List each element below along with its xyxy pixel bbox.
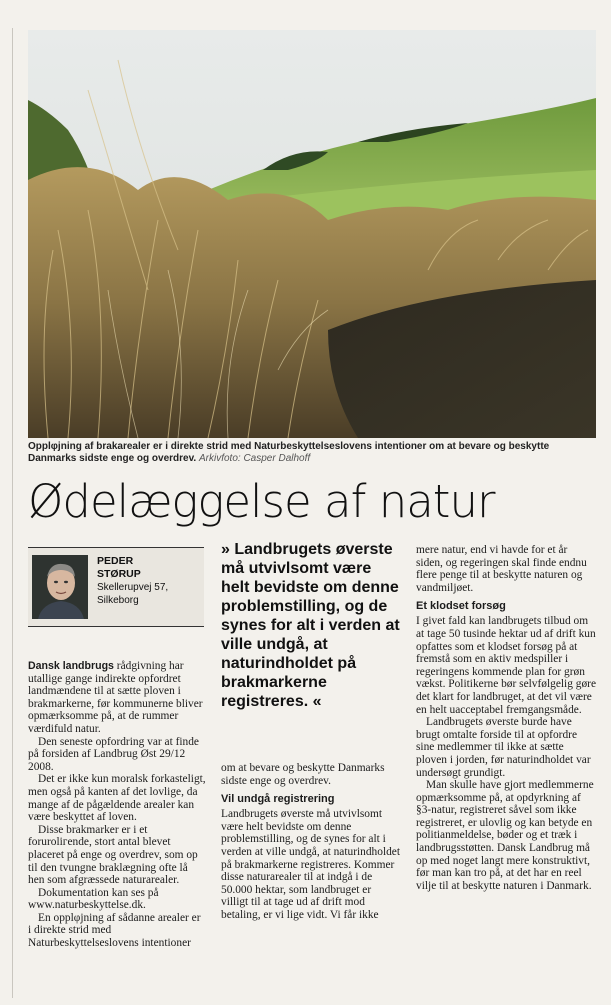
author-avatar <box>32 555 88 619</box>
paragraph: Dansk landbrugs rådgivning har utallige gange indirekte opfordret landmændene til at sætte ploven i brakmarkerne, før kommunerne bliver opmærksomme på, at de rummer værdifuld natur. <box>28 660 203 735</box>
paragraph: Disse brakmarker er i et forurolігende, stort antal blevet placeret på enge og overdrev, som op til den tvungne braklægning ofte lå hen som afgræssede naturarealer. <box>28 823 198 887</box>
paragraph: Man skulle have gjort medlemmerne opmærksomme på, at opdyrkning af §3-natur, registreret såvel som ikke registreret, er ulovlig og kan betyde en politianmeldelse, bøder og et træk i landbrugsstøtten. Dansk Landbrug må op med noget langt mere konstruktivt, før man kan tro på, at det har en reel vilje til at beskytte naturen i Danmark. <box>416 779 594 892</box>
caption-credit: Arkivfoto: Casper Dalhoff <box>199 453 311 464</box>
paragraph: Det er ikke kun moralsk forkasteligt, men også på kanten af det lovlige, da mange af de pågældende arealer kan være beskyttet af loven. <box>28 773 206 824</box>
subheading: Et klodset forsøg <box>416 600 506 613</box>
paragraph: Dokumentation kan ses på www.naturbeskyttelse.dk. <box>28 886 159 912</box>
paragraph: I givet fald kan landbrugets tilbud om at tage 50 tusinde hektar ud af drift kun opfattes som et klodset forsøg på at fremstå som en aktiv medspiller i regeringens kommende plan for grøn vækst. Politikerne bør selvfølgelig gøre det klart for landbruget, at det vil være en helt uacceptabel fremgangsmåde. <box>416 615 597 716</box>
article-photo <box>28 30 596 438</box>
article-headline: Ødelæggelse af natur <box>28 475 495 528</box>
paragraph: om at bevare og beskytte Danmarks sidste enge og overdrev. <box>221 762 385 787</box>
paragraph: Landbrugets øverste burde have brugt omtalte forside til at opfordre sine medlemmer til ikke at sætte ploven i jorden, før naturindholdet var undersøgt grundigt. <box>416 716 591 779</box>
author-box <box>28 547 204 627</box>
lead-in: Dansk landbrugs <box>28 660 114 672</box>
field-photo-icon <box>28 30 596 438</box>
quote-close-mark: « <box>312 693 322 710</box>
author-address: Skellerupvej 57, Silkeborg <box>97 582 169 606</box>
pull-quote <box>221 540 401 711</box>
article-column-2 <box>221 762 401 922</box>
subheading: Vil undgå registrering <box>221 793 335 806</box>
page-edge-line <box>12 28 13 998</box>
quote-open-mark: » <box>221 541 230 558</box>
paragraph: En opplφjning af sådanne arealer er i direkte strid med Naturbeskyttelseslovens intentioner <box>28 911 201 950</box>
paragraph: Den seneste opfordring var at finde på forsiden af Landbrug Øst 29/12 2008. <box>28 735 199 773</box>
paragraph: Landbrugets øverste må utvivlsomt være helt bevidste om denne problemstilling, og de synes for alt i verden at ville undgå, at naturindholdet på brakmarkerne registreres. Kommer disse naturarealer til at indgå i de 50.000 hektar, som landbruget er villigt til at tage ud af drift mod betaling, er vi lige vidt. Vi får ikke <box>221 808 401 921</box>
author-name: PEDER STØRUP <box>97 555 141 580</box>
photo-caption <box>28 441 600 465</box>
article-column-1 <box>28 660 206 950</box>
paragraph: mere natur, end vi havde for et år siden, og regeringen skal finde endnu flere penge til at beskytte naturen og vandmiljøet. <box>416 544 587 594</box>
pull-quote-text: Landbrugets øverste må utvivlsomt være helt bevidste om denne problemstilling, og de synes for alt i verden at ville undgå, at naturindholdet på brakmarkerne registreres. <box>221 541 400 710</box>
article-column-3 <box>416 544 596 892</box>
caption-text: Opplφjning af brakarealer er i direkte strid med Naturbeskyttelseslovens intentioner om at bevare og beskytte Danmarks sidste enge og overdrev. <box>28 441 550 464</box>
